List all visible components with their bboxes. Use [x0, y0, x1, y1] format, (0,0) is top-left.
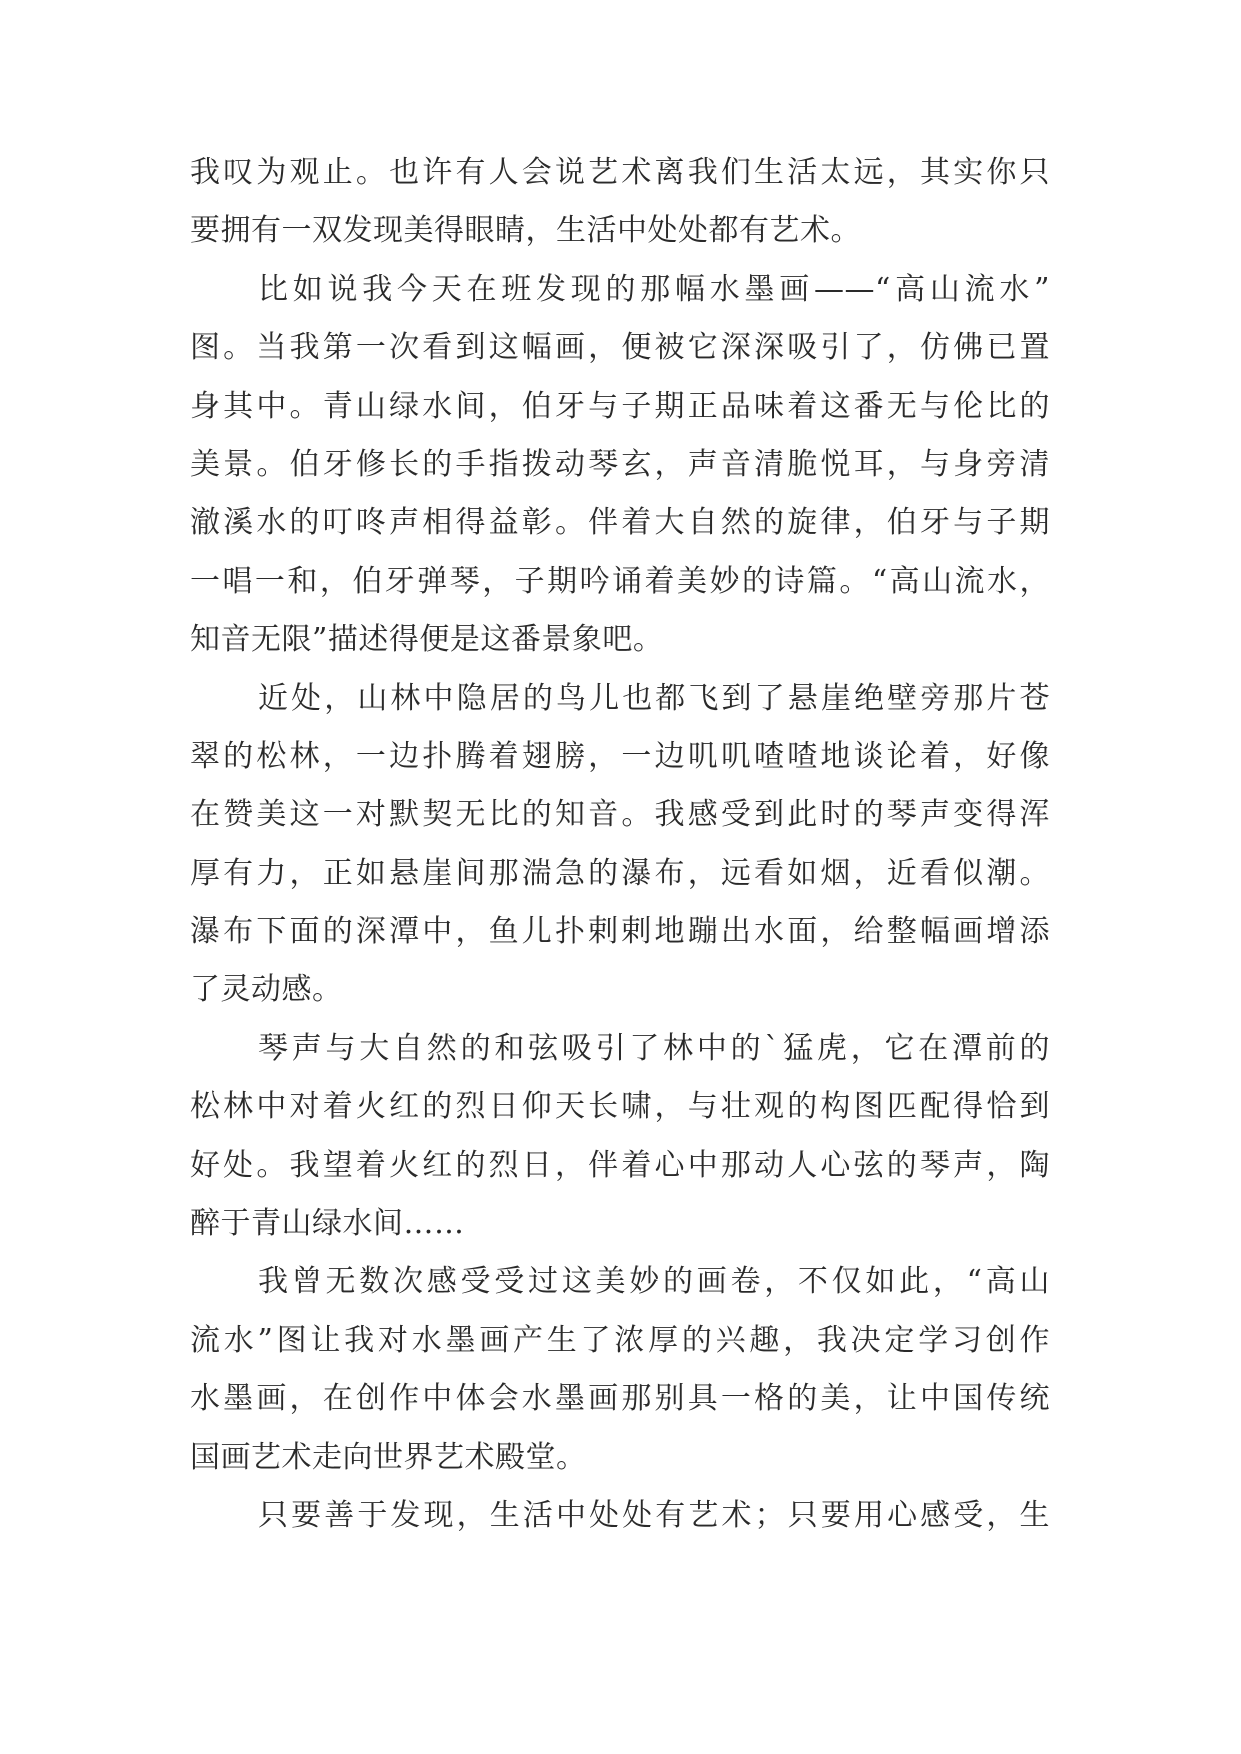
body-text: [190, 144, 1050, 1545]
text-line: 流水”图让我对水墨画产生了浓厚的兴趣，我决定学习创作: [190, 1322, 1050, 1358]
text-line: 我曾无数次感受受过这美妙的画卷，不仅如此，“高山: [258, 1264, 1050, 1300]
text-line: 身其中。青山绿水间，伯牙与子期正品味着这番无与伦比的: [190, 388, 1050, 424]
text-line: 图。当我第一次看到这幅画，便被它深深吸引了，仿佛已置: [190, 330, 1050, 366]
text-line: 我叹为观止。也许有人会说艺术离我们生活太远，其实你只: [190, 155, 1050, 190]
text-line: 翠的松林，一边扑腾着翅膀，一边叽叽喳喳地谈论着，好像: [190, 738, 1050, 774]
text-line: 澈溪水的叮咚声相得益彰。伴着大自然的旋律，伯牙与子期: [190, 505, 1050, 541]
text-line: 厚有力，正如悬崖间那湍急的瀑布，远看如烟，近看似潮。: [190, 855, 1050, 891]
text-line: 美景。伯牙修长的手指拨动琴玄，声音清脆悦耳，与身旁清: [190, 446, 1050, 482]
text-line: 琴声与大自然的和弦吸引了林中的`猛虎，它在潭前的: [258, 1030, 1050, 1066]
text-line: 松林中对着火红的烈日仰天长啸，与壮观的构图匹配得恰到: [190, 1089, 1050, 1125]
text-line: 醉于青山绿水间……: [190, 1206, 465, 1242]
text-line: 了灵动感。: [190, 972, 343, 1008]
text-line: 瀑布下面的深潭中，鱼儿扑剌剌地蹦出水面，给整幅画增添: [190, 914, 1050, 950]
text-line: 比如说我今天在班发现的那幅水墨画——“高山流水”: [258, 271, 1050, 307]
text-line: 只要善于发现，生活中处处有艺术；只要用心感受，生: [258, 1497, 1050, 1533]
text-line: 一唱一和，伯牙弹琴，子期吟诵着美妙的诗篇。“高山流水，: [190, 563, 1050, 599]
text-line: 知音无限”描述得便是这番景象吧。: [190, 622, 664, 658]
text-line: 近处，山林中隐居的鸟儿也都飞到了悬崖绝壁旁那片苍: [258, 680, 1050, 716]
text-line: 要拥有一双发现美得眼睛，生活中处处都有艺术。: [190, 213, 861, 249]
text-line: 在赞美这一对默契无比的知音。我感受到此时的琴声变得浑: [190, 797, 1050, 833]
text-line: 国画艺术走向世界艺术殿堂。: [190, 1439, 587, 1475]
text-line: 水墨画，在创作中体会水墨画那别具一格的美，让中国传统: [190, 1381, 1050, 1417]
text-line: 好处。我望着火红的烈日，伴着心中那动人心弦的琴声，陶: [190, 1147, 1050, 1183]
